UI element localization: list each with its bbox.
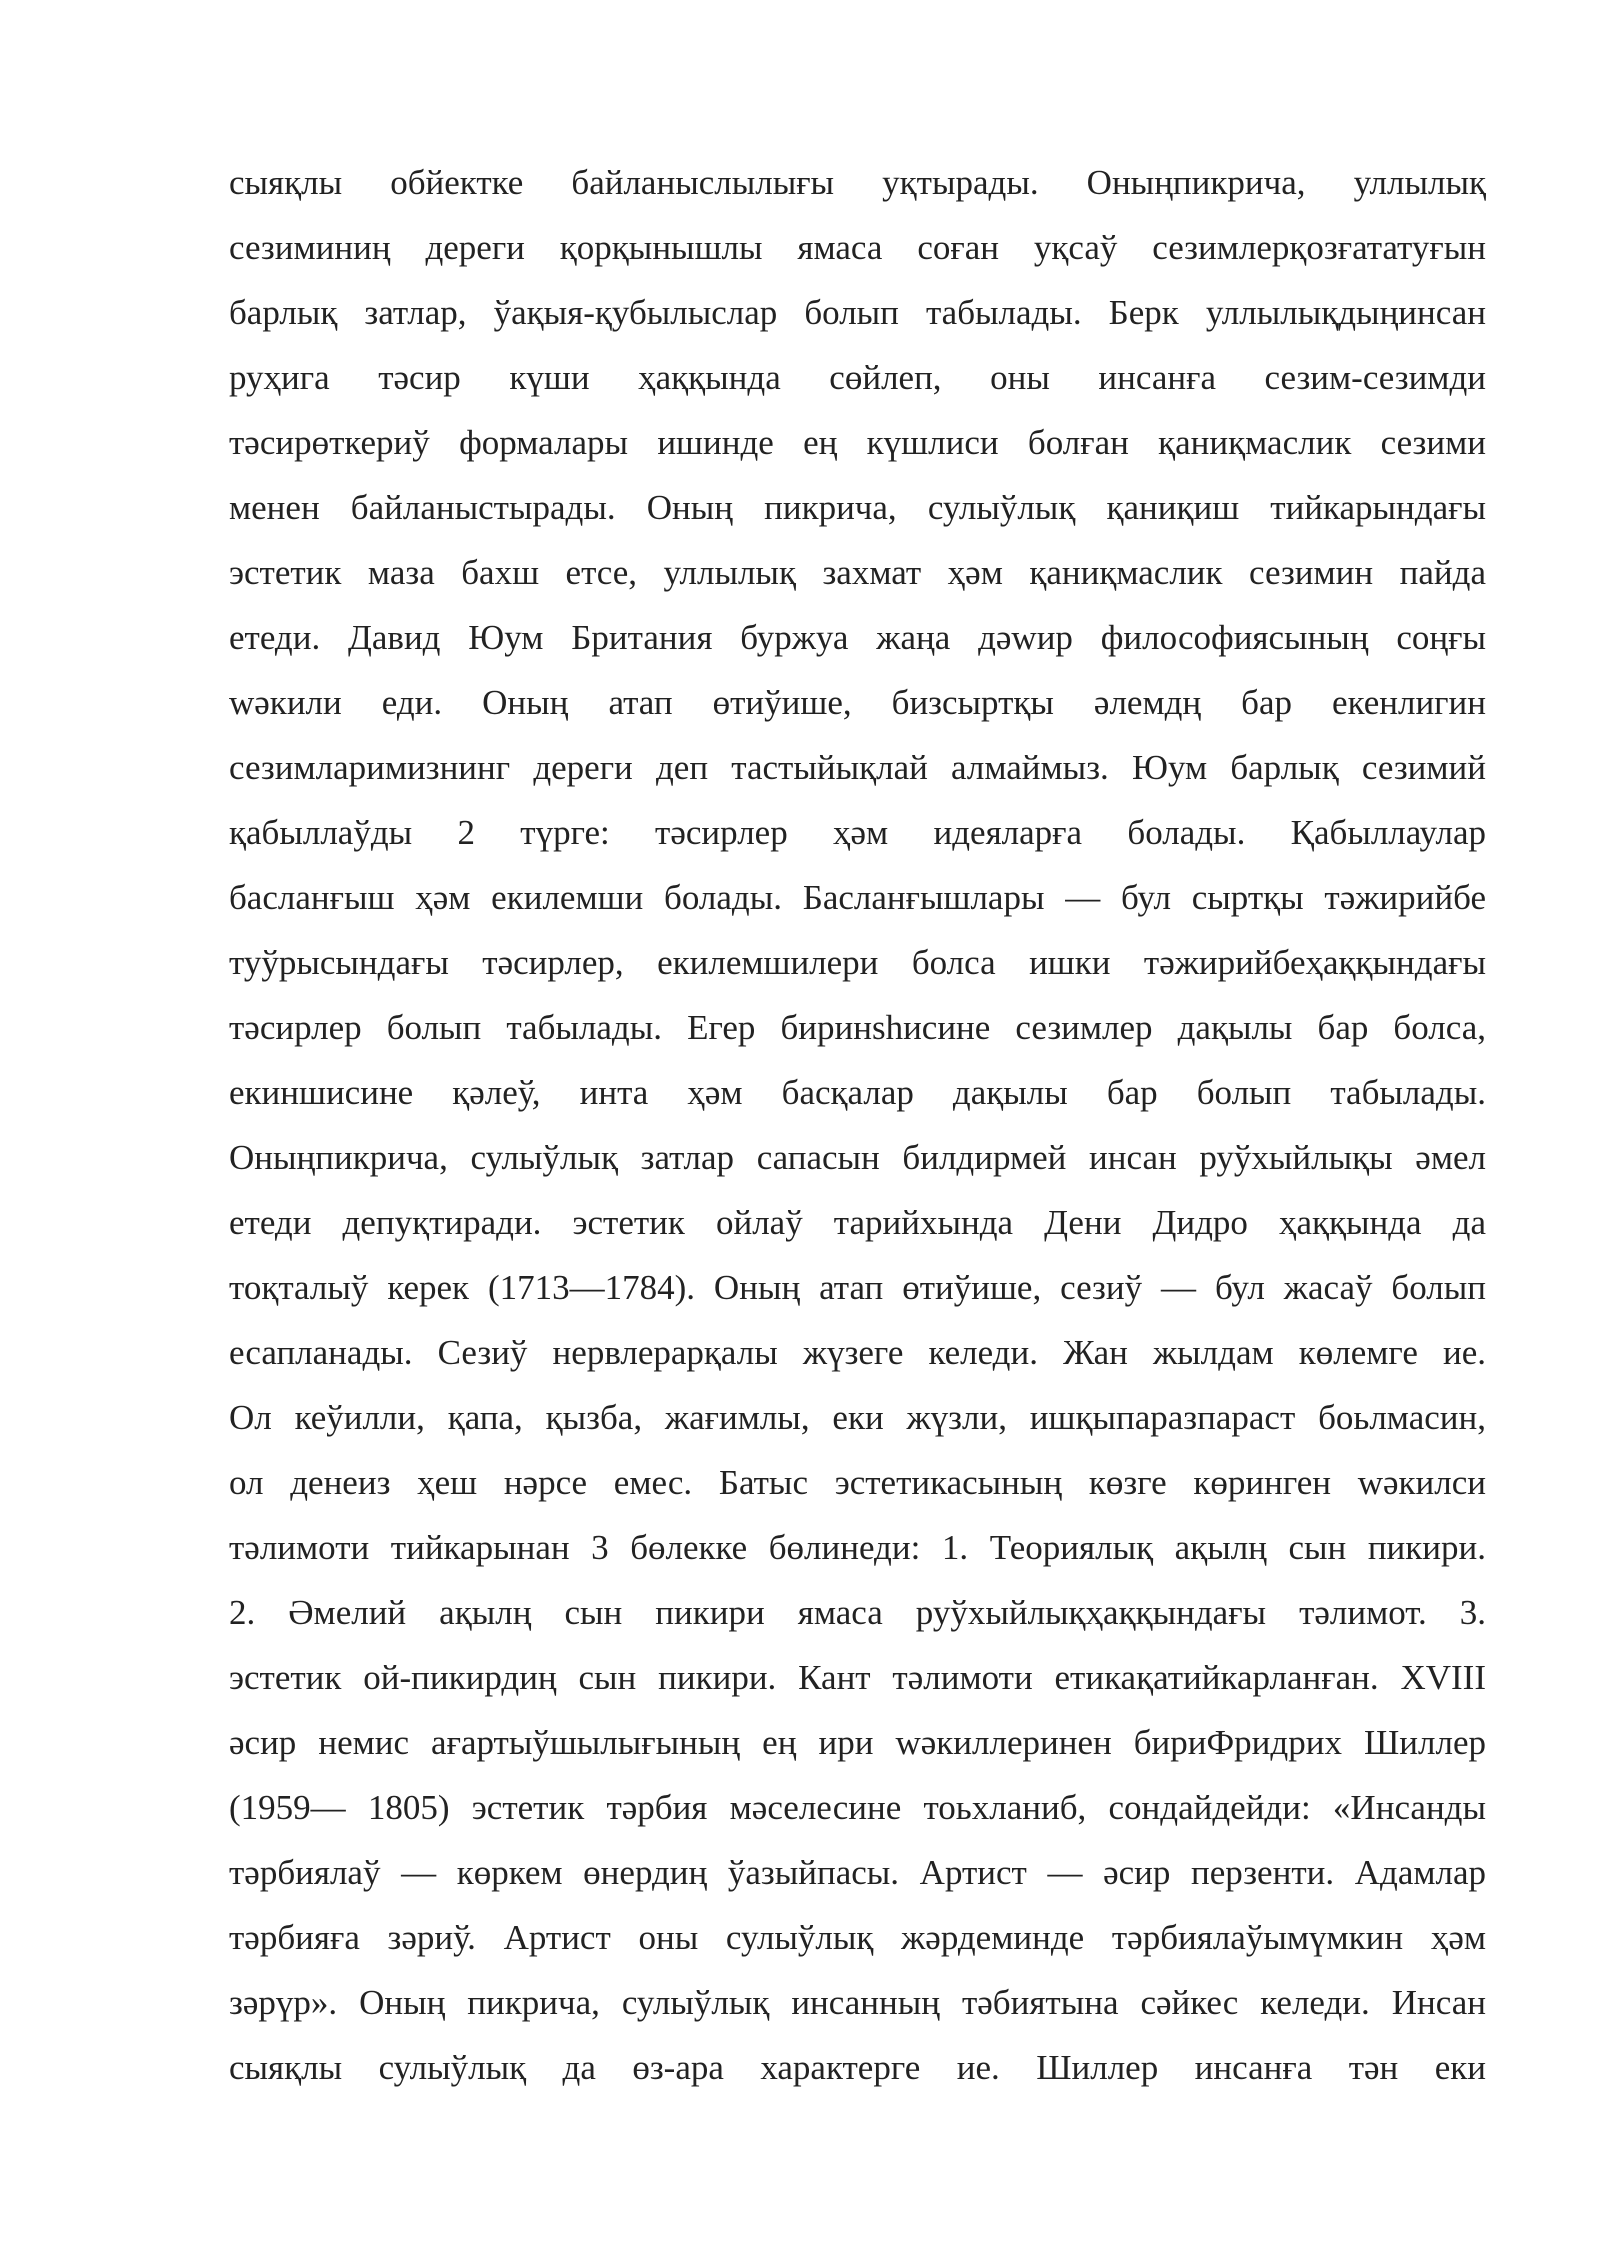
- text-line: тәрбияға зәриў. Артист оны сулыўлық жәрдеминде тәрбиялаўымүмкин ҳәм: [229, 1918, 1486, 1957]
- text-line: сыяқлы обйектке байланыслылығы уқтырады. Оныңпикрича, уллылық: [229, 163, 1486, 202]
- text-line: қабыллаўды 2 түрге: тәсирлер ҳәм идеяларға болады. Қабыллаулар: [229, 813, 1486, 852]
- text-line: сезиминиң дереги қорқынышлы ямаса соған уқсаў сезимлерқозғататуғын: [229, 228, 1486, 267]
- text-line: етеди. Давид Юум Британия буржуа жаңа дәwир философиясының соңғы: [229, 618, 1486, 657]
- text-line: басланғыш ҳәм екилемши болады. Басланғышлары — бул сыртқы тәжирийбе: [229, 878, 1486, 917]
- text-line: эстетик маза бахш етсе, уллылық захмат ҳәм қаниқмаслик сезимин пайда: [229, 553, 1486, 592]
- text-line: туўрысындағы тәсирлер, екилемшилери болса ишки тәжирийбеҳаққындағы: [229, 943, 1486, 982]
- text-line: есапланады. Сезиў нервлерарқалы жүзеге келеди. Жан жылдам көлемге ие.: [229, 1333, 1486, 1372]
- text-line: зәрүр». Оның пикрича, сулыўлық инсанның тәбиятына сәйкес келеди. Инсан: [229, 1983, 1486, 2022]
- text-line: Ол кеўилли, қапа, қызба, жағимлы, еки жүзли, ишқыпаразпараст боьлмасин,: [229, 1398, 1486, 1437]
- text-line: wәкили еди. Оның атап өтиўише, бизсыртқы әлемдң бар екенлигин: [229, 683, 1486, 722]
- text-line: екиншисине қәлеў, инта ҳәм басқалар дақылы бар болып табылады.: [229, 1073, 1486, 1112]
- text-line: (1959— 1805) эстетик тәрбия мәселесине тоьхланиб, сондайдейди: «Инсанды: [229, 1788, 1486, 1827]
- text-line: барлық затлар, ўақыя-қубылыслар болып табылады. Берк уллылықдыңинсан: [229, 293, 1486, 332]
- body-paragraph: [229, 150, 1486, 2100]
- text-line: руҳига тәсир күши ҳаққында сөйлеп, оны инсанға сезим-сезимди: [229, 358, 1486, 397]
- text-line: менен байланыстырады. Оның пикрича, сулыўлық қаниқиш тийкарындағы: [229, 488, 1486, 527]
- text-line: әсир немис ағартыўшылығының ең ири wәкиллеринен бириФридрих Шиллер: [229, 1723, 1486, 1762]
- text-line: эстетик ой-пикирдиң сын пикири. Кант тәлимоти етикақатийкарланған. XVIII: [229, 1658, 1486, 1697]
- text-line: 2. Әмелий ақылң сын пикири ямаса руўхыйлықҳаққындағы тәлимот. 3.: [229, 1593, 1486, 1632]
- text-line: етеди депуқтиради. эстетик ойлаў тарийхында Дени Дидро ҳаққында да: [229, 1203, 1486, 1242]
- text-line: тоқталыў керек (1713—1784). Оның атап өтиўише, сезиў — бул жасаў болып: [229, 1268, 1486, 1307]
- text-line: Оныңпикрича, сулыўлық затлар сапасын билдирмей инсан руўхыйлықы әмел: [229, 1138, 1486, 1177]
- text-line: тәсирөткериў формалары ишинде ең күшлиси болған қаниқмаслик сезими: [229, 423, 1486, 462]
- text-line: тәлимоти тийкарынан 3 бөлекке бөлинеди: 1. Теориялық ақылң сын пикири.: [229, 1528, 1486, 1567]
- text-line: тәрбиялаў — көркем өнердиң ўазыйпасы. Артист — әсир перзенти. Адамлар: [229, 1853, 1486, 1892]
- text-line: сыяқлы сулыўлық да өз-ара характерге ие. Шиллер инсанға тән еки: [229, 2048, 1486, 2087]
- text-line: ол денеиз ҳеш нәрсе емес. Батыс эстетикасының көзге көринген wәкилси: [229, 1463, 1486, 1502]
- text-line: тәсирлер болып табылады. Егер биринshисине сезимлер дақылы бар болса,: [229, 1008, 1486, 1047]
- text-line: сезимларимизнинг дереги деп тастыйықлай алмаймыз. Юум барлық сезимий: [229, 748, 1486, 787]
